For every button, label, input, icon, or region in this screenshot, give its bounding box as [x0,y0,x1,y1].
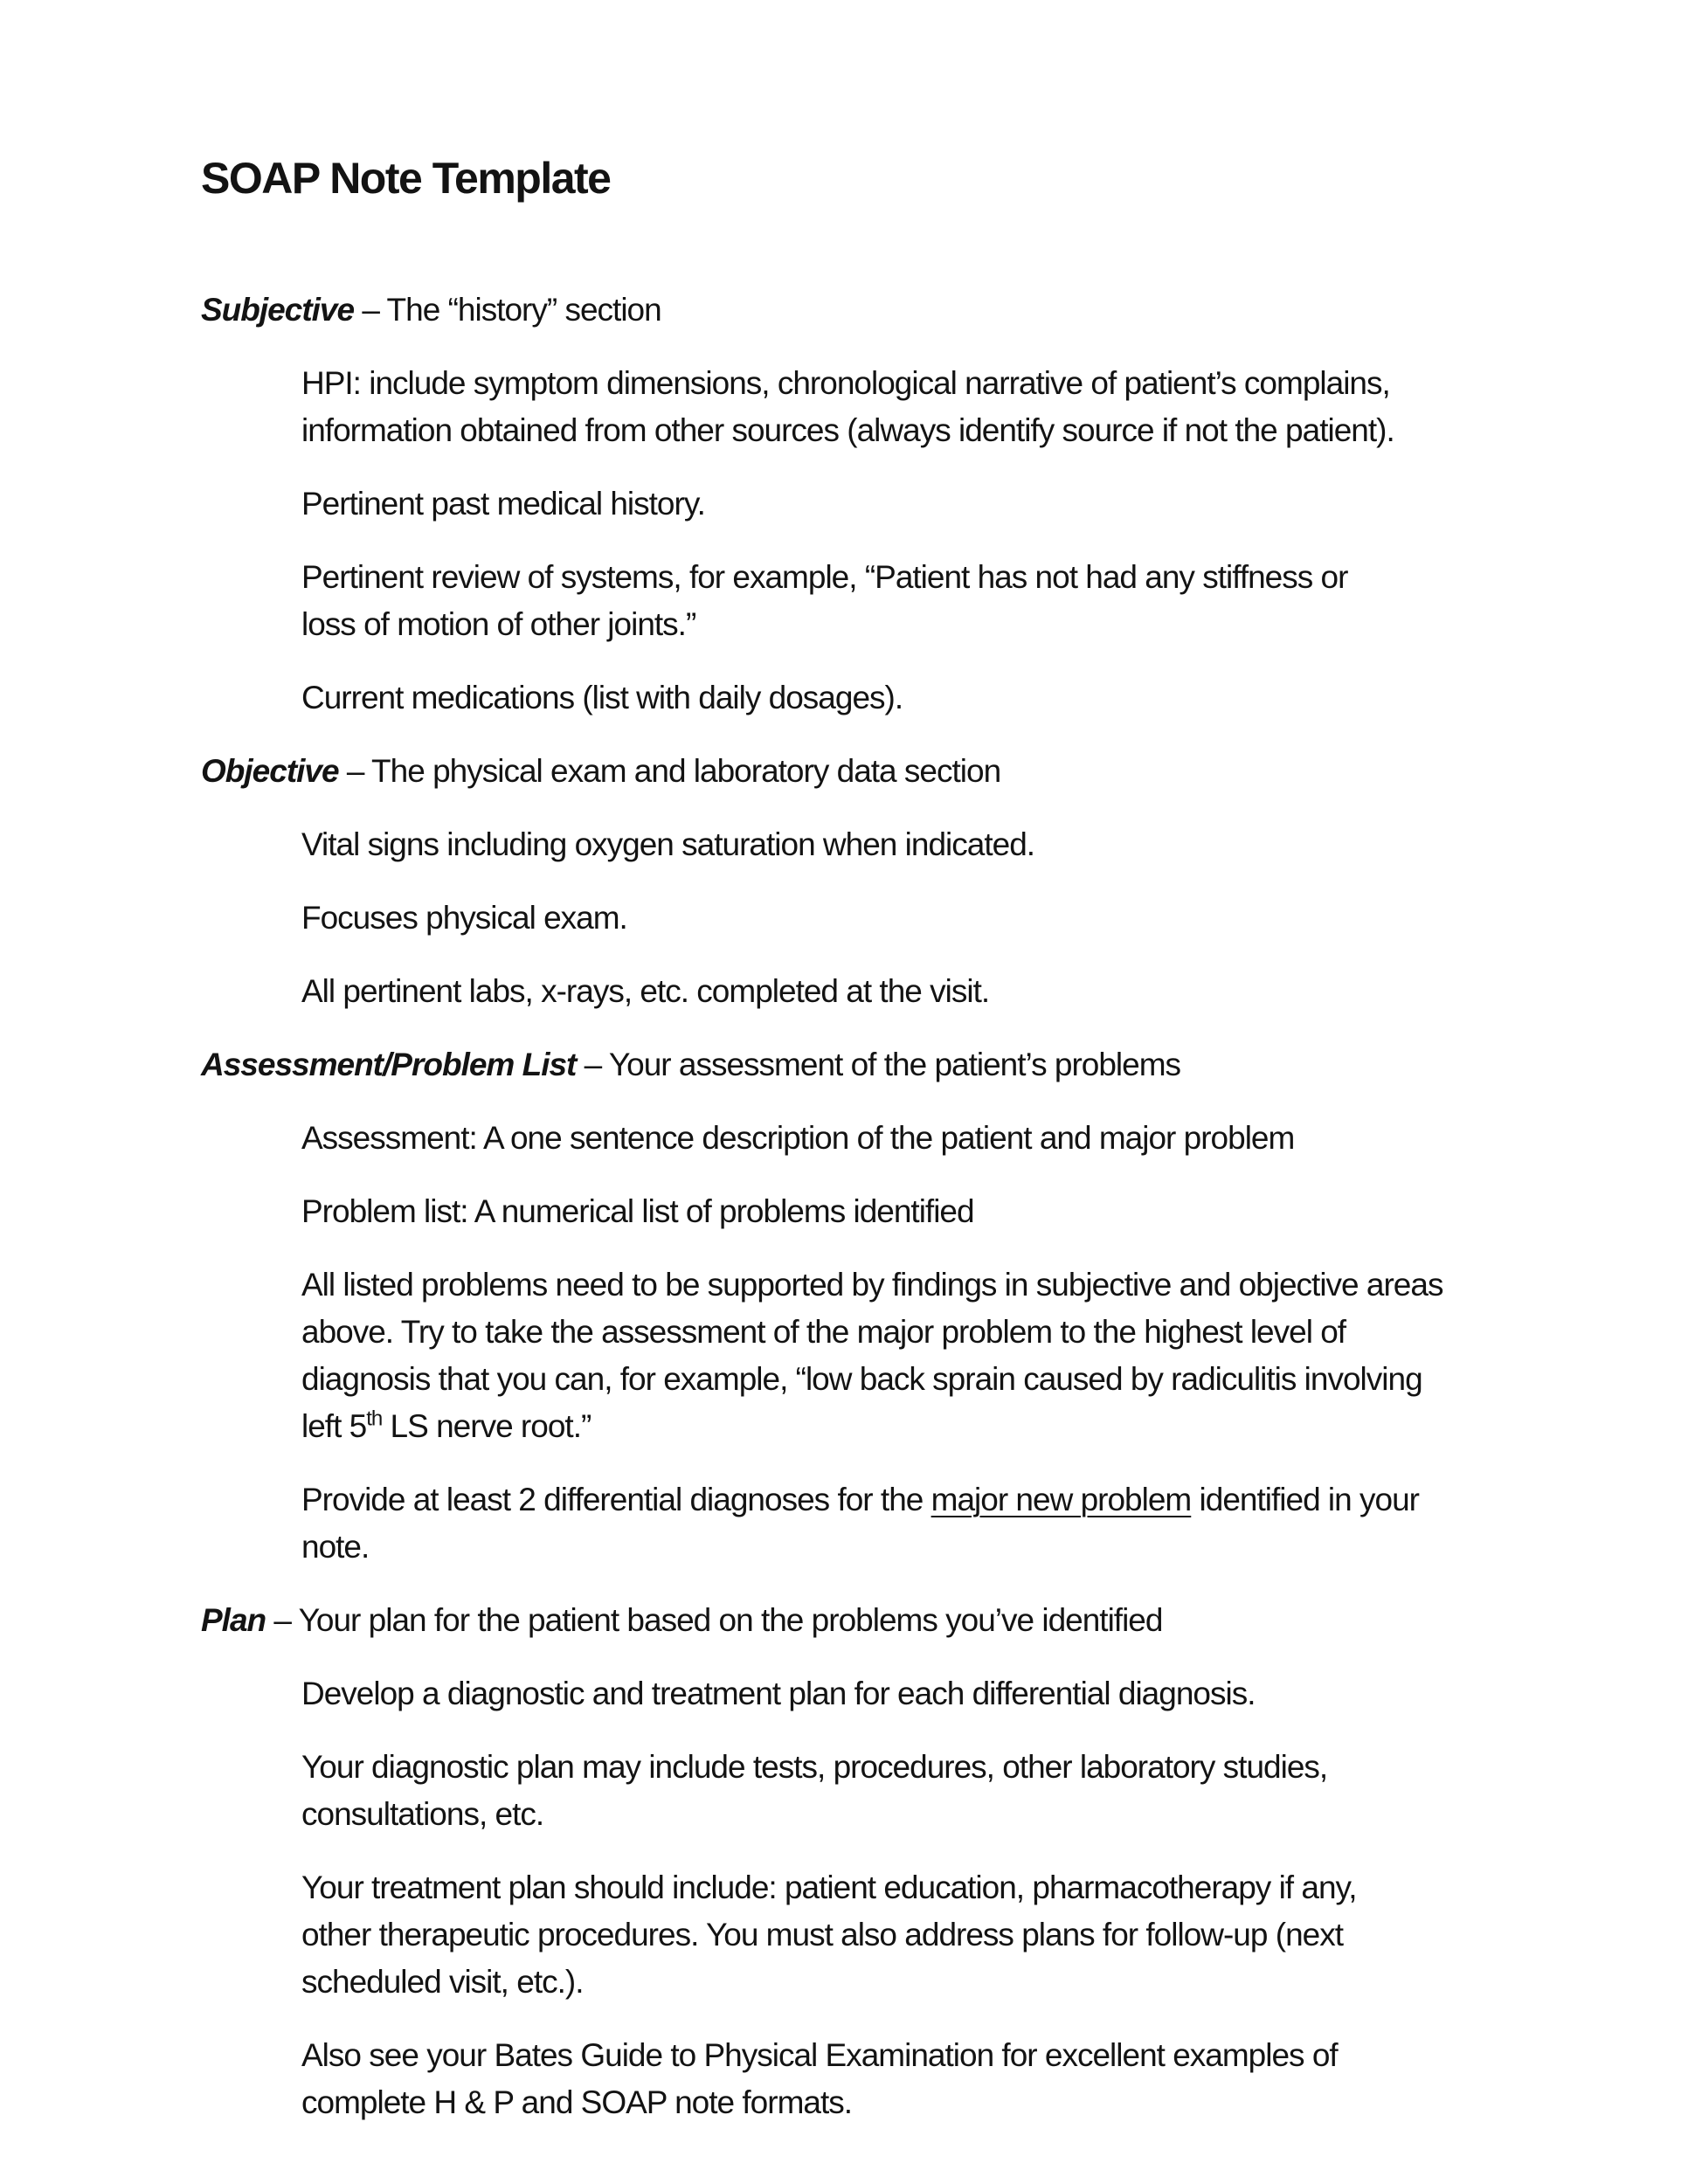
text-run: note. [301,1529,370,1565]
text-run: Your treatment plan should include: patient education, pharmacotherapy if any, [301,1870,1357,1905]
body-paragraph [301,895,1531,942]
body-paragraph [301,1744,1531,1838]
body-paragraph [301,1476,1531,1571]
section-heading-term: Subjective [201,292,355,328]
section-heading [201,1597,1531,1644]
text-run: Current medications (list with daily dosages). [301,680,903,715]
text-run: All pertinent labs, x-rays, etc. completed at the visit. [301,973,990,1009]
document-title: SOAP Note Template [201,154,611,203]
text-run: above. Try to take the assessment of the major problem to the highest level of [301,1314,1346,1350]
document-body [201,287,1531,2126]
body-paragraph [301,2032,1531,2126]
text-run: consultations, etc. [301,1796,544,1832]
text-run: Focuses physical exam. [301,900,627,936]
text-run: Pertinent review of systems, for example, “Patient has not had any stiffness or [301,559,1348,595]
section-heading-text: – Your assessment of the patient’s problems [576,1047,1181,1082]
section-heading-text: – The physical exam and laboratory data section [338,753,1001,789]
section-heading-term: Plan [201,1602,266,1638]
text-run: Develop a diagnostic and treatment plan for each differential diagnosis. [301,1676,1256,1711]
body-paragraph [301,480,1531,528]
body-paragraph [301,821,1531,868]
body-paragraph [301,1864,1531,2006]
text-run: Provide at least 2 differential diagnoses for the [301,1482,931,1517]
section-heading-text: – The “history” section [354,292,661,328]
body-paragraph [301,1261,1531,1450]
body-paragraph [301,1188,1531,1235]
section-heading [201,748,1531,795]
text-run: left 5 [301,1408,367,1444]
section-heading-term: Assessment/Problem List [201,1047,577,1082]
body-paragraph [301,674,1531,722]
text-run: information obtained from other sources (always identify source if not the patient). [301,412,1394,448]
section-heading-term: Objective [201,753,339,789]
text-run: Your diagnostic plan may include tests, procedures, other laboratory studies, [301,1749,1328,1785]
text-run: complete H & P and SOAP note formats. [301,2084,853,2120]
section-heading [201,287,1531,334]
text-run: Problem list: A numerical list of problems identified [301,1193,974,1229]
text-run: All listed problems need to be supported by findings in subjective and objective areas [301,1267,1443,1303]
text-run: identified in your [1191,1482,1419,1517]
text-run: Also see your Bates Guide to Physical Examination for excellent examples of [301,2037,1338,2073]
text-run: loss of motion of other joints.” [301,606,696,642]
section-heading [201,1041,1531,1089]
text-run: HPI: include symptom dimensions, chronological narrative of patient’s complains, [301,365,1390,401]
text-run: other therapeutic procedures. You must also address plans for follow-up (next [301,1917,1344,1952]
text-run: Assessment: A one sentence description of the patient and major problem [301,1120,1295,1156]
body-paragraph [301,360,1531,454]
section-heading-text: – Your plan for the patient based on the problems you’ve identified [266,1602,1163,1638]
body-paragraph [301,968,1531,1015]
body-paragraph [301,1670,1531,1717]
superscript-run: th [366,1406,383,1431]
body-paragraph [301,554,1531,648]
text-run: scheduled visit, etc.). [301,1964,584,2000]
text-run: Vital signs including oxygen saturation when indicated. [301,826,1035,862]
body-paragraph [301,1115,1531,1162]
text-run: LS nerve root.” [382,1408,591,1444]
text-run: diagnosis that you can, for example, “low back sprain caused by radiculitis involving [301,1361,1422,1397]
underlined-run: major new problem [930,1482,1192,1517]
text-run: Pertinent past medical history. [301,486,705,522]
